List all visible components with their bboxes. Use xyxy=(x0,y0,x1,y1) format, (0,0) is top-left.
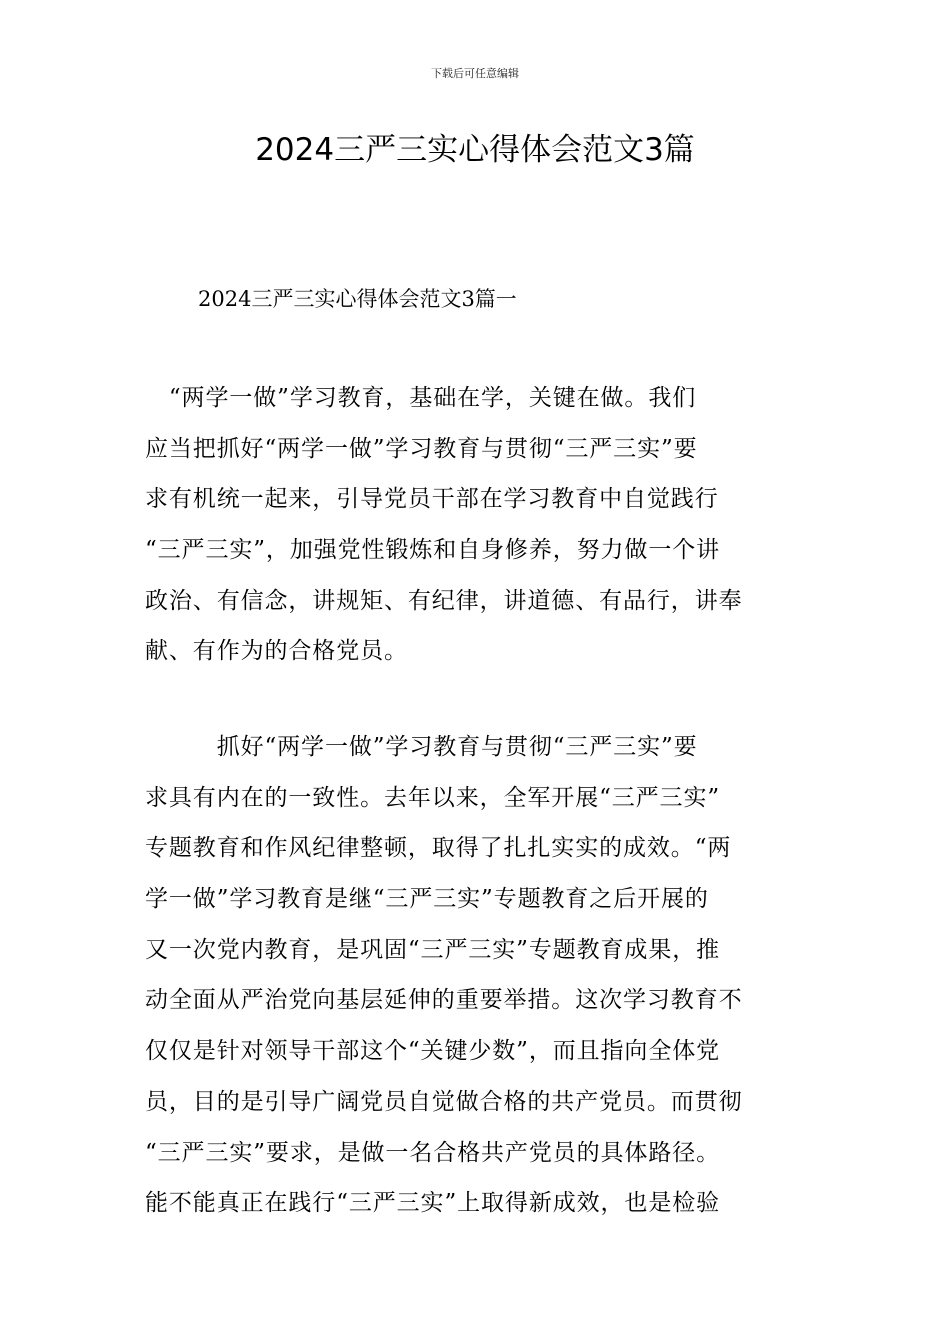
paragraph-line: “三严三实”，加强党性锻炼和自身修养，努力做一个讲 xyxy=(145,537,721,564)
paragraph-line: 求有机统一起来，引导党员干部在学习教育中自觉践行 xyxy=(145,486,719,513)
paragraph-line: “三严三实”要求，是做一名合格共产党员的具体路径。 xyxy=(145,1139,721,1166)
paragraph-line: 能不能真正在践行“三严三实”上取得新成效，也是检验 xyxy=(145,1190,721,1217)
paragraph-line: 专题教育和作风纪律整顿，取得了扎扎实实的成效。“两 xyxy=(145,835,732,862)
section-heading: 2024三严三实心得体会范文3篇一 xyxy=(198,287,517,311)
paragraph-line: 政治、有信念，讲规矩、有纪律，讲道德、有品行，讲奉 xyxy=(145,587,743,614)
paragraph-line: 又一次党内教育，是巩固“三严三实”专题教育成果，推 xyxy=(145,936,721,963)
paragraph-line: 献、有作为的合格党员。 xyxy=(145,638,408,665)
paragraph-line: 应当把抓好“两学一做”学习教育与贯彻“三严三实”要 xyxy=(145,435,698,462)
paragraph-line: 学一做”学习教育是继“三严三实”专题教育之后开展的 xyxy=(145,886,709,913)
paragraph-line: 动全面从严治党向基层延伸的重要举措。这次学习教育不 xyxy=(145,987,743,1014)
document-title: 2024三严三实心得体会范文3篇 xyxy=(255,132,695,168)
page-header-note: 下载后可任意编辑 xyxy=(431,67,519,80)
paragraph-1 xyxy=(145,373,805,677)
paragraph-line: 抓好“两学一做”学习教育与贯彻“三严三实”要 xyxy=(145,734,698,760)
paragraph-line: “两学一做”学习教育，基础在学，关键在做。我们 xyxy=(145,385,697,411)
paragraph-line: 员，目的是引导广阔党员自觉做合格的共产党员。而贯彻 xyxy=(145,1088,743,1115)
paragraph-line: 仅仅是针对领导干部这个“关键少数”，而且指向全体党 xyxy=(145,1038,721,1065)
paragraph-2 xyxy=(145,722,805,1229)
paragraph-line: 求具有内在的一致性。去年以来，全军开展“三严三实” xyxy=(145,784,721,811)
